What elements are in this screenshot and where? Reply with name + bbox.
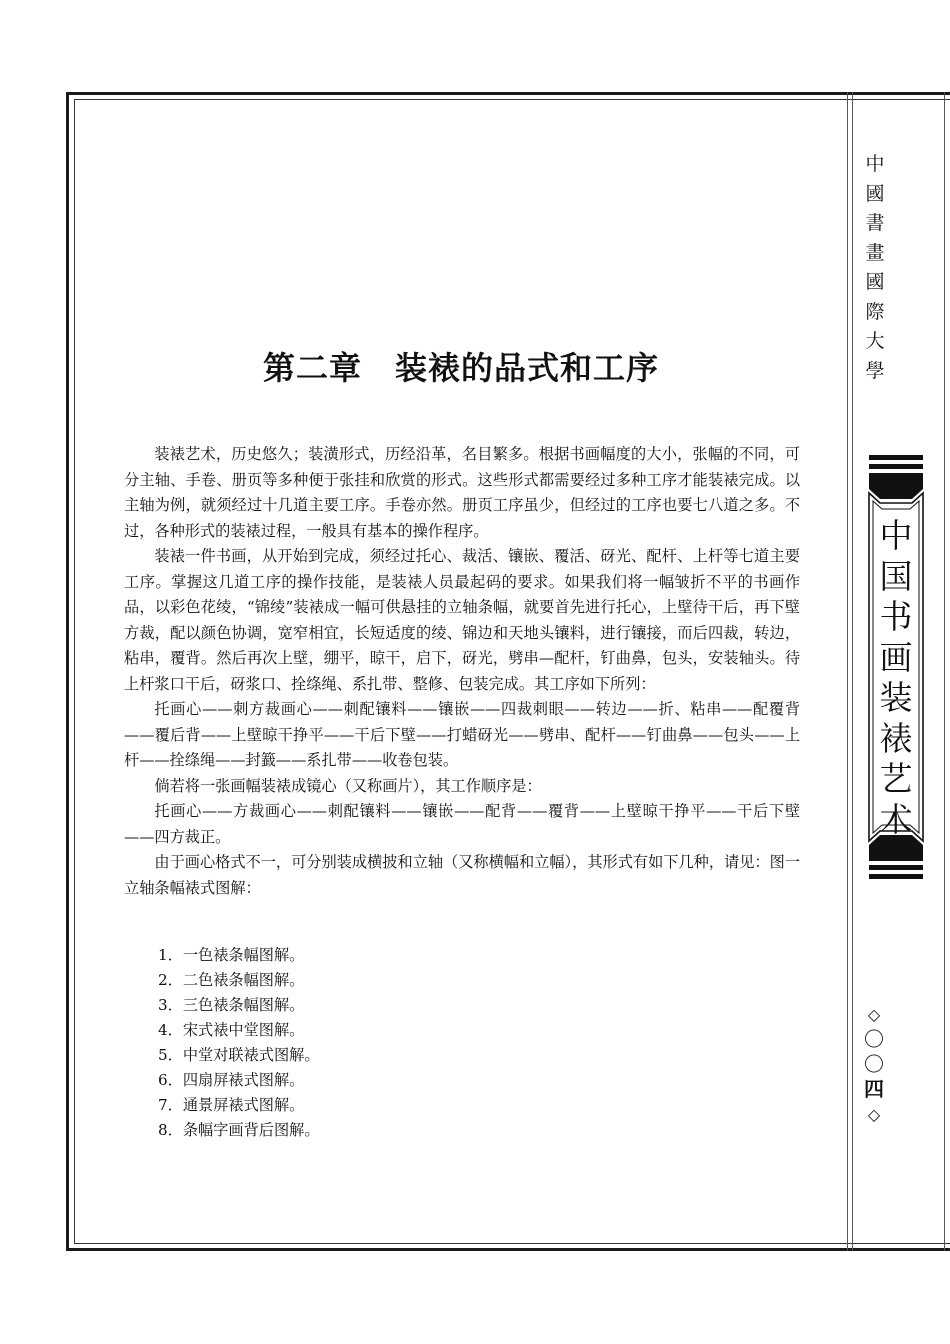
page-digit: 〇 [864,1027,884,1051]
sidebar-rule-left [847,92,848,1251]
diamond-icon: ◇ [867,1005,881,1024]
paragraph: 装裱一件书画，从开始到完成，须经过托心、裁活、镶嵌、覆活、砑光、配杆、上杆等七道主要工序。掌握这几道工序的操作技能，是装裱人员最起码的要求。如果我们将一幅皱折不平的书画作品，以彩色花绫，“锦绫”装裱成一幅可供悬挂的立轴条幅，就要首先进行托心，上壁待干后，再下壁方裁，配以颜色协调，宽窄相宜，长短适度的绫、锦边和天地头镶料，进行镶接，而后四裁，转边，粘串，覆背。然后再次上壁，绷平，晾干，启下，砑光，劈串—配杆，钉曲鼻，包头，安装轴头。待上杆浆口干后，砑浆口、拴绦绳、系扎带、整修、包装完成。其工序如下所列： [124,547,800,693]
university-name-vertical [858,150,892,386]
paragraph: 倘若将一张画幅装裱成镜心（又称画片），其工作顺序是： [154,776,542,795]
book-title-char: 艺 [879,759,913,798]
body-text [124,442,816,901]
page-frame-top [66,92,950,95]
list-item: 1．一色裱条幅图解。 [158,946,305,964]
process-sequence-paragraph: 托画心——刺方裁画心——刺配镶料——镶嵌——四裁刺眼——转边——折、粘串——配覆背——覆后背——上壁晾干挣平——干后下壁——打蜡砑光——劈串、配杆——钉曲鼻——包头——上杆——拴绦绳——封籖——系扎带——收卷包装。 [124,700,800,769]
paragraph: 装裱艺术，历史悠久；装潢形式，历经沿革，名目繁多。根据书画幅度的大小，张幅的不同，可分主轴、手卷、册页等多种便于张挂和欣赏的形式。这些形式都需要经过多种工序才能装裱完成。以主轴为例，就须经过十几道主要工序。手卷亦然。册页工序虽少，但经过的工序也要七八道之多。不过，各种形式的装裱过程，一般具有基本的操作程序。 [124,445,800,540]
list-item: 4．宋式裱中堂图解。 [158,1021,305,1039]
page-digit: 〇 [864,1052,884,1076]
book-title-char: 国 [879,556,913,596]
university-char: 大 [865,330,885,352]
inner-rule-top [74,99,950,100]
university-char: 際 [865,300,885,323]
inner-rule-bottom [74,1243,950,1244]
page-digit: 四 [864,1077,884,1101]
list-item: 6．四扇屏裱式图解。 [158,1071,305,1089]
figure-list [158,943,320,1143]
book-title-char: 中 [879,516,913,555]
process-sequence-paragraph: 托画心——方裁画心——刺配镶料——镶嵌——配背——覆背——上壁晾干挣平——干后下壁——四方裁正。 [124,802,801,846]
book-title-char: 书 [879,597,913,636]
page-frame-bottom [66,1248,950,1251]
sidebar-rule-right [944,92,945,1251]
diamond-icon: ◇ [867,1105,881,1124]
university-char: 國 [865,271,885,293]
book-title-char: 术 [879,799,913,839]
list-item: 5．中堂对联裱式图解。 [158,1046,320,1064]
university-char: 中 [865,153,885,175]
paragraph: 由于画心格式不一，可分别装成横披和立轴（又称横幅和立幅），其形式有如下几种，请见：图一 立轴条幅裱式图解： [124,853,816,897]
book-title-char: 装 [879,678,913,717]
sidebar-rule-left-inner [852,92,853,1251]
list-item: 8．条幅字画背后图解。 [158,1121,320,1139]
university-char: 書 [865,212,885,234]
page-number [862,1002,886,1127]
list-item: 7．通景屏裱式图解。 [158,1096,305,1114]
book-title-char: 裱 [879,718,913,758]
list-item: 3．三色裱条幅图解。 [158,996,305,1014]
book-title-char: 画 [879,637,913,677]
list-item: 2．二色裱条幅图解。 [158,971,305,989]
inner-rule-left [74,99,75,1244]
book-title-vertical [872,516,920,840]
university-char: 國 [865,182,885,205]
chapter-title: 第二章 装裱的品式和工序 [262,349,659,387]
page-frame-left [66,92,69,1251]
university-char: 畫 [865,241,885,264]
university-char: 學 [865,359,885,382]
